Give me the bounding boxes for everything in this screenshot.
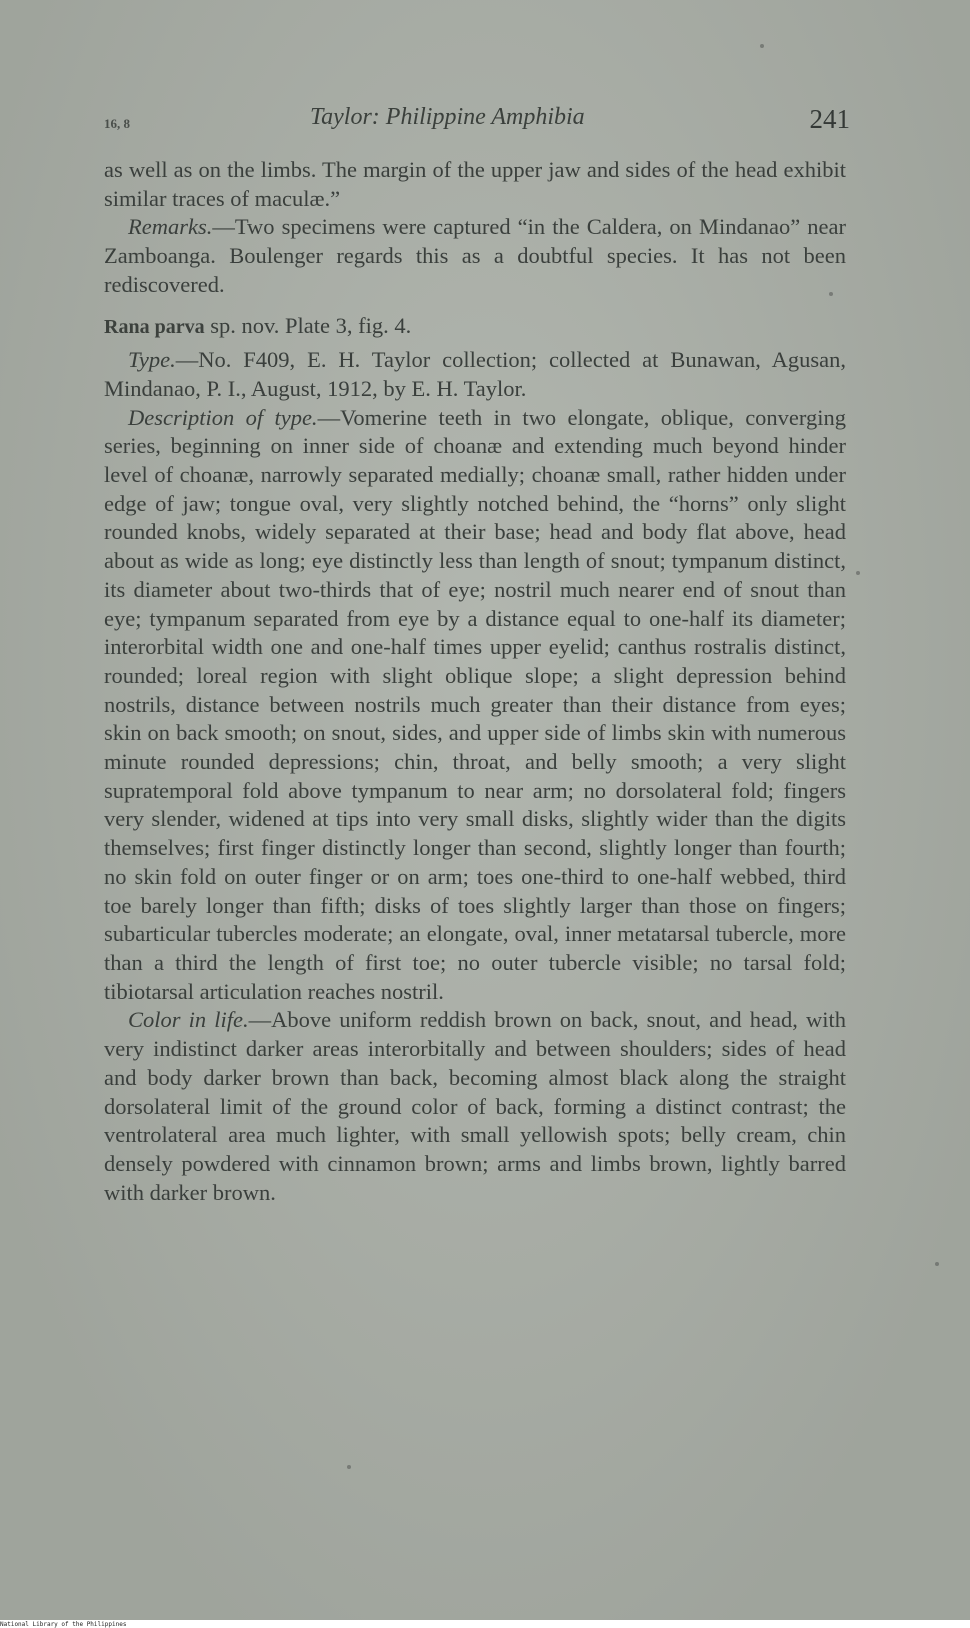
description-label: Description of type. — [128, 404, 318, 430]
running-title: Taylor: Philippine Amphibia — [310, 104, 585, 130]
paragraph-color — [104, 1006, 846, 1207]
scan-speck — [347, 1465, 351, 1469]
remarks-text: —Two specimens were captured “in the Caldera, on Mindanao” near Zamboanga. Boulenger regards this as a doubtful species. It has not been rediscovered. — [104, 214, 846, 297]
paragraph-remarks — [104, 213, 846, 299]
scan-speck — [829, 292, 833, 296]
paragraph-type — [104, 346, 846, 403]
paragraph-continuation-text: as well as on the limbs. The margin of the upper jaw and sides of the head exhibit similar traces of maculæ.” — [104, 157, 846, 211]
paragraph-continuation — [104, 156, 846, 213]
species-heading — [104, 312, 846, 342]
page-number: 241 — [809, 104, 850, 134]
scan-speck — [760, 44, 764, 48]
scan-speck — [856, 571, 860, 575]
body-text — [104, 156, 846, 1207]
paragraph-description — [104, 404, 846, 1007]
type-label: Type. — [128, 347, 176, 373]
color-label: Color in life. — [128, 1007, 249, 1033]
scan-credit: National Library of the Philippines — [0, 1621, 127, 1628]
species-heading-rest: sp. nov. Plate 3, fig. 4. — [204, 312, 412, 338]
species-name: Rana parva — [104, 315, 205, 338]
scan-speck — [935, 1262, 939, 1266]
running-head — [104, 104, 850, 138]
color-text: —Above uniform reddish brown on back, snout, and head, with very indistinct darker areas interorbitally and between shoulders; sides of head and body darker brown than back, becoming almost black along the straight dorsolateral limit of the ground color of back, forming a distinct contrast; the ventrolateral area much lighter, with small yellowish spots; belly cream, chin densely powdered with cinnamon brown; arms and limbs brown, lightly barred with darker brown. — [104, 1007, 846, 1205]
remarks-label: Remarks. — [128, 214, 213, 240]
description-text: —Vomerine teeth in two elongate, oblique, converging series, beginning on inner side of choanæ and extending much beyond hinder level of choanæ, narrowly separated medially; choanæ small, rather hidden under edge of jaw; tongue oval, very slightly notched behind, the “horns” only slight rounded knobs, widely separated at their base; head and body flat above, head about as wide as long; eye distinctly less than length of snout; tympanum distinct, its diameter about two-thirds that of eye; nostril much nearer end of snout than eye; tympanum separated from eye by a distance equal to one-half its diameter; interorbital width one and one-half times upper eyelid; canthus rostralis distinct, rounded; loreal region with slight oblique slope; a slight depression behind nostrils, distance between nostrils much greater than their distance from eyes; skin on back smooth; on snout, sides, and upper side of limbs skin with numerous minute rounded depressions; chin, throat, and belly smooth; a very slight supratemporal fold above tympanum to near arm; no dorsolateral fold; fingers very slender, widened at tips into very small disks, slightly wider than the digits themselves; first finger distinctly longer than second, slightly longer than fourth; no skin fold on outer finger or on arm; toes one-third to one-half webbed, third toe barely longer than fifth; disks of toes slightly larger than those on fingers; subarticular tubercles moderate; an elongate, oval, inner metatarsal tubercle, more than a third the length of first toe; no outer tubercle visible; no tarsal fold; tibiotarsal articulation reaches nostril. — [104, 404, 847, 1004]
type-text: —No. F409, E. H. Taylor collection; collected at Bunawan, Agusan, Mindanao, P. I., August, 1912, by E. H. Taylor. — [104, 347, 846, 401]
volume-mark: 16, 8 — [104, 116, 130, 131]
